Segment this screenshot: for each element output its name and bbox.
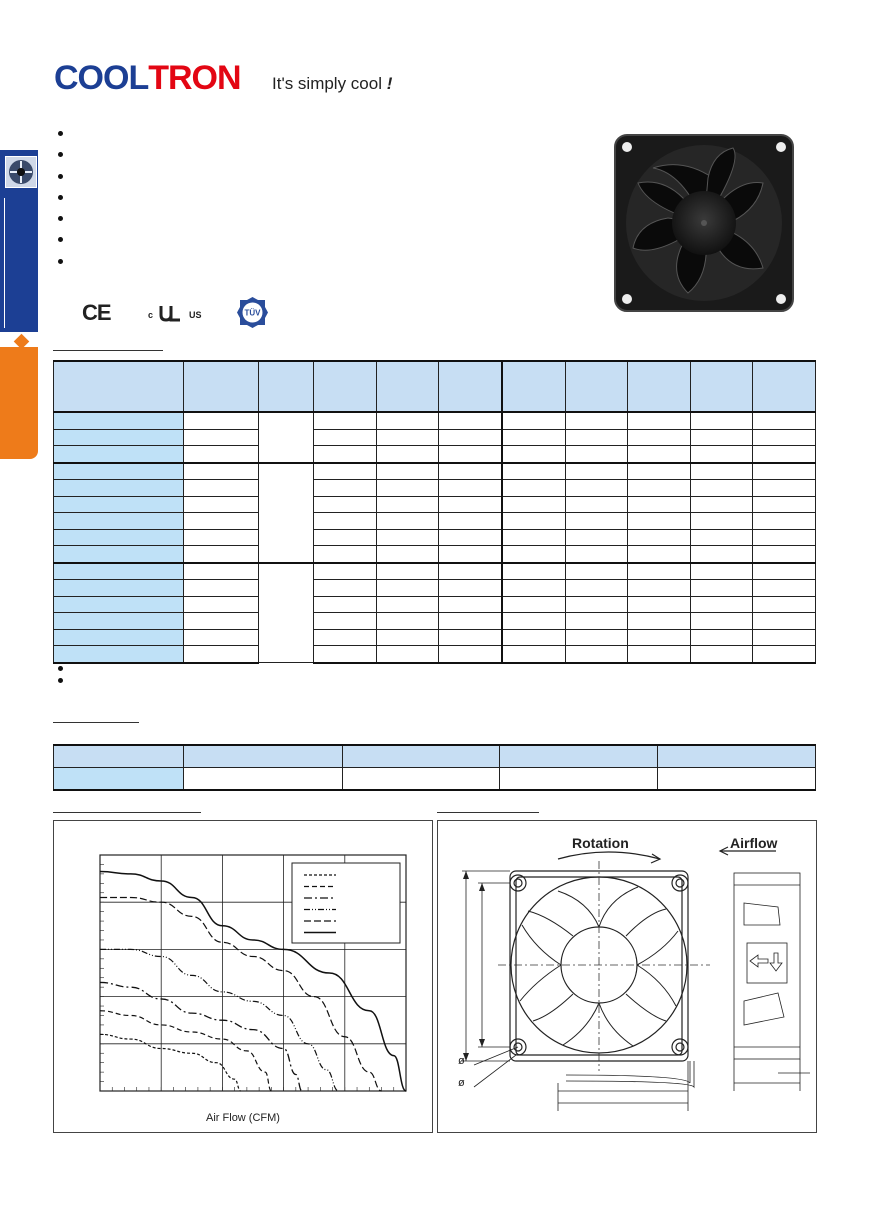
- table-header-cell: [500, 745, 657, 768]
- section-underline: [53, 722, 139, 723]
- series-line: [100, 1034, 241, 1091]
- table-header-cell: [342, 745, 499, 768]
- table-row: [54, 463, 816, 480]
- table-row: [54, 412, 816, 429]
- table-header-cell: [753, 361, 816, 412]
- logo-part-cool: COOL: [54, 59, 149, 97]
- fan-product-photo: [613, 133, 795, 313]
- table-row: [54, 563, 816, 580]
- performance-chart-panel: [53, 820, 433, 1133]
- table-header-cell: [184, 361, 259, 412]
- ul-logo-icon: [158, 304, 184, 322]
- rotation-label: Rotation: [572, 835, 629, 851]
- slogan-text: It's simply cool: [272, 74, 382, 93]
- fan-thumbnail-icon: [5, 156, 37, 188]
- diameter-symbol: ø: [458, 1077, 465, 1089]
- table-row: [54, 529, 816, 546]
- table-header-cell: [376, 361, 439, 412]
- specification-table: [53, 360, 816, 664]
- ul-mark: c US: [148, 302, 202, 323]
- table-header-cell: [657, 745, 815, 768]
- table-row: [54, 480, 816, 497]
- table-header-cell: [690, 361, 753, 412]
- series-line: [100, 1011, 271, 1091]
- brand-slogan: [272, 74, 392, 94]
- table-row: [54, 596, 816, 613]
- diameter-symbol: ø: [458, 1055, 465, 1067]
- table-row: [54, 613, 816, 630]
- sidebar-orange-band: [0, 347, 38, 459]
- logo-part-tron: TRON: [148, 59, 241, 97]
- performance-chart: [54, 821, 432, 1132]
- table-header-cell: [565, 361, 628, 412]
- table-row: [54, 496, 816, 513]
- table-header-cell: [314, 361, 377, 412]
- ce-mark: CE: [82, 300, 111, 325]
- tuv-seal-icon: [236, 296, 269, 329]
- table-header-cell: [54, 361, 184, 412]
- chart-legend: [292, 863, 400, 943]
- dimension-drawing-panel: [437, 820, 817, 1133]
- table-header-cell: [628, 361, 691, 412]
- table-row: [54, 429, 816, 446]
- section-underline: [437, 812, 539, 813]
- table-row: [54, 768, 816, 791]
- series-line: [100, 982, 302, 1091]
- airflow-label: Airflow: [730, 835, 778, 851]
- table-header-row: [54, 361, 816, 412]
- table-header-cell: [54, 745, 184, 768]
- section-underline: [53, 812, 201, 813]
- sidebar-divider: [4, 198, 5, 328]
- section-underline: [53, 350, 163, 351]
- table-header-cell: [502, 361, 565, 412]
- table-header-cell: [439, 361, 502, 412]
- table-row: [54, 629, 816, 646]
- fan-dimension-drawing: [438, 821, 816, 1132]
- table-header-row: [54, 745, 816, 768]
- table-row: [54, 446, 816, 463]
- table-row: [54, 646, 816, 663]
- svg-text:TÜV: TÜV: [244, 308, 261, 318]
- table-header-cell: [258, 361, 314, 412]
- chart-x-label: Air Flow (CFM): [206, 1112, 280, 1124]
- table-row: [54, 546, 816, 563]
- table-row: [54, 513, 816, 530]
- brand-logo: [54, 59, 241, 97]
- slogan-mark: !: [386, 74, 393, 93]
- table-header-cell: [184, 745, 342, 768]
- table-row: [54, 580, 816, 597]
- material-table: [53, 744, 816, 791]
